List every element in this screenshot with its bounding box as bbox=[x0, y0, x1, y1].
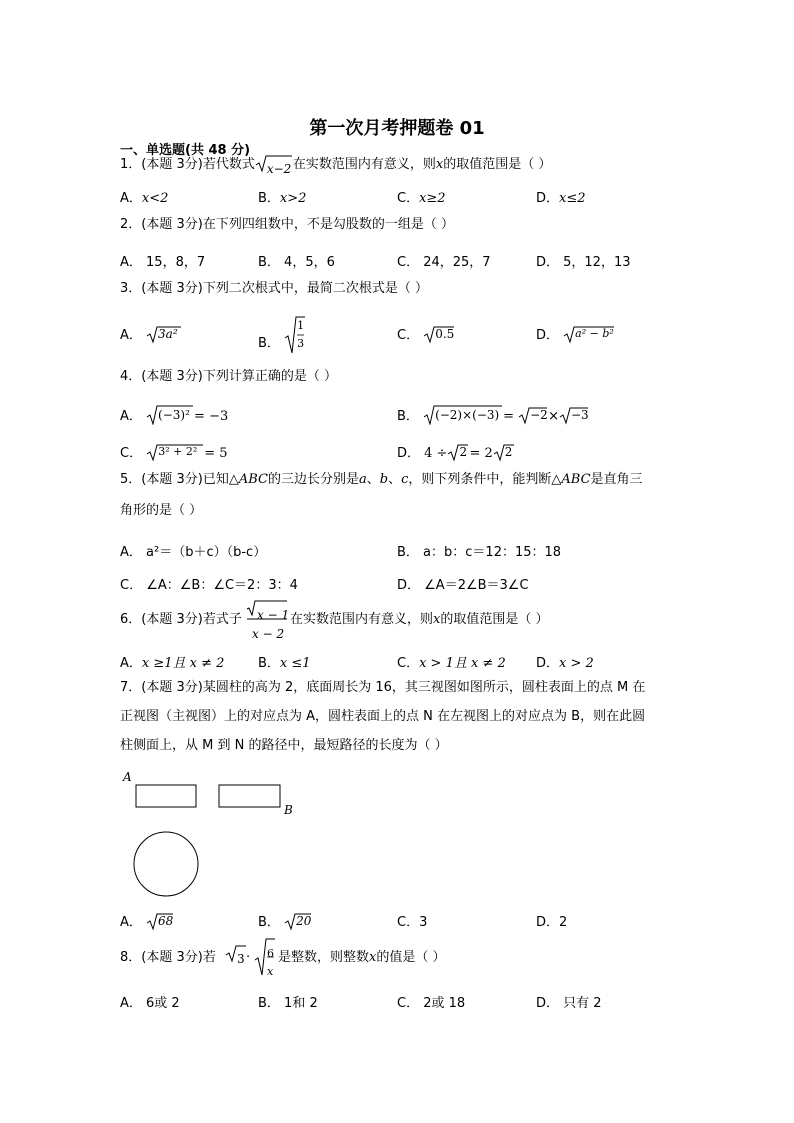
q4-a-radical: (−3)² bbox=[146, 405, 194, 425]
q8-radical-2: 6 x bbox=[254, 938, 276, 976]
q4-d-radical: 2 bbox=[447, 444, 469, 462]
q7-option-a[interactable]: A． 68 bbox=[120, 913, 174, 930]
q4-c-radical: 3² + 2² bbox=[146, 444, 204, 462]
q6-option-a[interactable]: A．x ≥1且 x ≠ 2 bbox=[120, 656, 225, 671]
q3-option-c[interactable]: C． 0.5 bbox=[397, 326, 455, 343]
q6-fraction: x − 1 x − 2 bbox=[246, 600, 288, 638]
front-view-rect bbox=[136, 785, 196, 807]
q5-options-row1 bbox=[120, 541, 680, 563]
q7-option-d[interactable]: D．2 bbox=[536, 915, 568, 930]
q4-option-a[interactable]: A． (−3)² = −3 bbox=[120, 405, 228, 427]
q5-option-d[interactable]: D． ∠A＝2∠B＝3∠C bbox=[397, 578, 529, 593]
q3-b-radical: 1 3 bbox=[284, 316, 306, 354]
q4-options-row1 bbox=[120, 405, 680, 427]
q2-option-b[interactable]: B． 4，5，6 bbox=[258, 255, 335, 270]
q1-options bbox=[120, 187, 680, 209]
q6-options bbox=[120, 652, 680, 674]
q2-option-c[interactable]: C． 24，25，7 bbox=[397, 255, 491, 270]
q4-option-b[interactable]: B． (−2)×(−3) = −2 × −3 bbox=[397, 405, 589, 427]
question-6: 6．(本题 3分)若式子 x − 1 x − 2 在实数范围内有意义，则x的取值范围是（ ） bbox=[120, 600, 680, 640]
question-1 bbox=[120, 152, 680, 178]
fig-label-b: B bbox=[284, 803, 293, 817]
q1-radical bbox=[255, 155, 293, 176]
question-7-line3: 柱侧面上，从 M 到 N 的路径中，最短路径的长度为（ ） bbox=[120, 738, 448, 753]
q5-option-c[interactable]: C． ∠A：∠B：∠C＝2：3：4 bbox=[120, 578, 298, 593]
q3-d-radical: a² − b² bbox=[563, 326, 615, 344]
q1-stem-mid: 在实数范围内有意义，则 bbox=[292, 157, 436, 172]
question-4: 4．(本题 3分)下列计算正确的是（ ） bbox=[120, 369, 337, 384]
q4-option-d[interactable]: D． 4 ÷ 2 = 2 2 bbox=[397, 442, 515, 463]
q3-a-radical: 3a² bbox=[146, 326, 182, 344]
question-5-line2: 角形的是（ ） bbox=[120, 503, 203, 518]
q1-radicand: x−2 bbox=[266, 161, 292, 176]
q1-stem-pre: 1．(本题 3分)若代数式 bbox=[120, 157, 255, 172]
q1-option-b[interactable]: B．x>2 bbox=[258, 191, 307, 206]
q6-option-d[interactable]: D．x > 2 bbox=[536, 656, 594, 671]
side-view-rect bbox=[219, 785, 280, 807]
q7-a-radical: 68 bbox=[146, 913, 174, 931]
question-3: 3．(本题 3分)下列二次根式中，最简二次根式是（ ） bbox=[120, 281, 428, 296]
q4-b-radical-2: −2 bbox=[518, 407, 548, 425]
top-view-circle bbox=[134, 832, 198, 896]
fig-label-a: A bbox=[123, 770, 132, 784]
q1-var: x bbox=[435, 157, 444, 172]
q4-option-c[interactable]: C． 3² + 2² = 5 bbox=[120, 444, 228, 461]
q8-option-a[interactable]: A． 6或 2 bbox=[120, 996, 180, 1011]
q8-stem-pre: 8．(本题 3分)若 bbox=[120, 950, 216, 965]
q5-option-b[interactable]: B． a：b：c＝12：15：18 bbox=[397, 545, 562, 560]
three-view-figure bbox=[120, 772, 310, 902]
q2-option-d[interactable]: D． 5，12，13 bbox=[536, 255, 631, 270]
three-view-drawing bbox=[120, 772, 310, 902]
q4-d-radical-2: 2 bbox=[493, 444, 515, 462]
q5-options-row2 bbox=[120, 574, 680, 596]
q3-options bbox=[120, 316, 680, 356]
q8-radical-1: 3 bbox=[225, 945, 247, 963]
q2-options bbox=[120, 251, 680, 273]
page-title: 第一次月考押题卷 01 bbox=[309, 118, 485, 139]
q3-option-a[interactable]: A． 3a² bbox=[120, 324, 182, 345]
q1-option-c[interactable]: C．x≥2 bbox=[397, 191, 446, 206]
q1-option-a[interactable]: A．x<2 bbox=[120, 191, 169, 206]
q1-option-d[interactable]: D．x≤2 bbox=[536, 191, 586, 206]
q8-dot: · bbox=[246, 950, 251, 965]
section-heading: 一、单选题(共 48 分) bbox=[120, 143, 251, 158]
q4-b-radical: (−2)×(−3) bbox=[423, 405, 503, 425]
q7-option-b[interactable]: B． 20 bbox=[258, 913, 312, 930]
q5-option-a[interactable]: A． a²＝（b＋c）（b-c） bbox=[120, 545, 267, 560]
question-7-line1: 7．(本题 3分)某圆柱的高为 2，底面周长为 16，其三视图如图所示，圆柱表面上的点 M 在 bbox=[120, 680, 646, 695]
q6-stem-pre: 6．(本题 3分)若式子 bbox=[120, 612, 242, 627]
q7-options bbox=[120, 911, 680, 933]
q3-option-d[interactable]: D． a² − b² bbox=[536, 326, 614, 343]
q4-options-row2 bbox=[120, 442, 680, 464]
q3-c-radical: 0.5 bbox=[423, 326, 455, 344]
q4-b-radical-3: −3 bbox=[559, 407, 589, 425]
question-7-line2: 正视图（主视图）上的对应点为 A，圆柱表面上的点 N 在左视图上的对应点为 B，则在此圆 bbox=[120, 709, 646, 724]
q6-option-c[interactable]: C．x > 1且 x ≠ 2 bbox=[397, 656, 506, 671]
q8-option-d[interactable]: D． 只有 2 bbox=[536, 996, 602, 1011]
q2-option-a[interactable]: A． 15，8，7 bbox=[120, 255, 206, 270]
question-2: 2．(本题 3分)在下列四组数中，不是勾股数的一组是（ ） bbox=[120, 217, 454, 232]
q8-option-b[interactable]: B． 1和 2 bbox=[258, 996, 318, 1011]
q8-option-c[interactable]: C． 2或 18 bbox=[397, 996, 466, 1011]
q3-option-b[interactable]: B． 1 3 bbox=[258, 316, 306, 354]
question-5: 5．(本题 3分)已知△ABC的三边长分别是a、b、c，则下列条件中，能判断△ABC是直角三 bbox=[120, 472, 643, 487]
q8-options bbox=[120, 992, 680, 1014]
question-8: 8．(本题 3分)若 3 · 6 x 是整数，则整数x的值是（ ） bbox=[120, 938, 680, 978]
q1-stem-end: 的取值范围是（ ） bbox=[443, 157, 552, 172]
q6-option-b[interactable]: B．x ≤1 bbox=[258, 656, 311, 671]
q7-b-radical: 20 bbox=[284, 913, 312, 931]
q7-option-c[interactable]: C．3 bbox=[397, 915, 428, 930]
